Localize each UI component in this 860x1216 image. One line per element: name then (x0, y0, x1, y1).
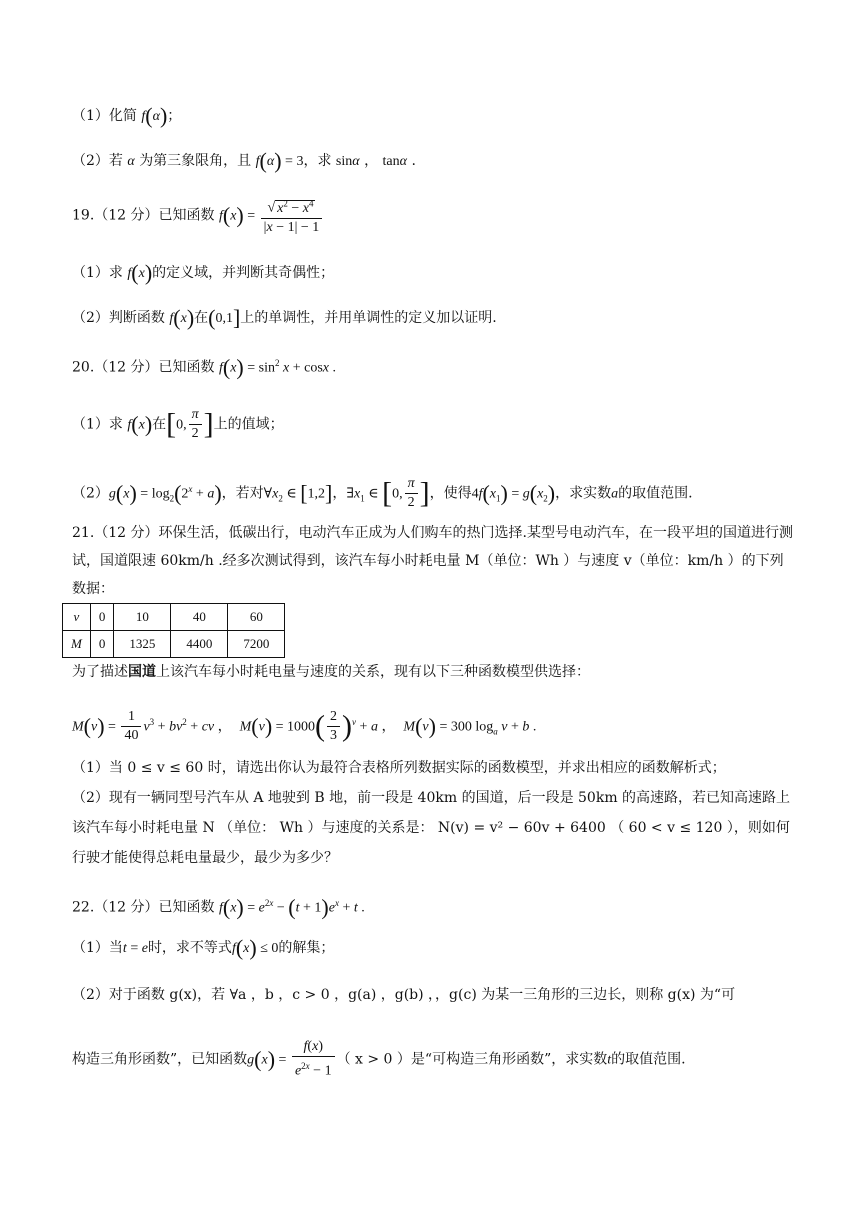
q22-part2-line1: （2）对于函数 g(x)，若 ∀a ，b ，c > 0 ，g(a) ，g(b) ，，g(c) 为某一三角形的三边长，则称 g(x) 为“可 (72, 987, 736, 1003)
table-row-label-m: M (63, 631, 91, 658)
q20-part2-e: ，求实数 (555, 485, 612, 502)
q18-part2-d: ， (364, 153, 379, 169)
q20-part2-a: （2） (72, 485, 109, 502)
q18-part2: （2）若 α 为第三象限角，且 f(α) = 3，求 sinα ， tanα . (72, 148, 416, 173)
q19-part2: （2）判断函数 f(x)在(0,1]上的单调性，并用单调性的定义加以证明. (72, 305, 497, 330)
q22-part1-b: 时，求不等式 (147, 940, 232, 956)
q20-part2-c: ， (332, 485, 347, 502)
q21-models-intro-a: 为了描述 (72, 664, 128, 680)
q21-models-formulas: M(v) = $\frac{1}{40}$ $v^3 + bv^2$ + cv ， M(v) = 1000( $\frac{2}{3}$ )$^v$ + a ， M(v) = 300 $\log_a v + b$ . (72, 709, 537, 743)
q20-heading: 20.（12 分）已知函数 $f(x) = \sin^2 x + \cos x$ . (72, 354, 336, 380)
q20-part2-b: ，若对 (221, 485, 264, 502)
q19-heading-text: 19.（12 分）已知函数 (72, 207, 215, 224)
q18-part2-c: ，求 (303, 153, 332, 169)
q22-heading: 22.（12 分）已知函数 $f(x) = e^{2x} - (t + 1)e^x + t$ . (72, 894, 365, 920)
q20-part1-b: 在 (152, 416, 167, 433)
q20-part2-d: ，使得 (429, 485, 472, 502)
table-row-label-v: v (63, 604, 91, 631)
q20-part2: $(2)g(x) = \log_2(2^x + a)$，若对$\forall x_2$ ∈ [1,2]，$\exists x_1$ ∈ [0, $\frac{\pi}{2}$ ]，使得$4f(x_1) = g(x_2)$，求实数a的取值范围. (72, 476, 693, 510)
q21-models-intro-emphasis: 国道 (128, 664, 156, 680)
table-cell: 40 (171, 604, 228, 631)
table-cell: 1325 (114, 631, 171, 658)
q18-part2-e: . (411, 153, 416, 169)
table-row (63, 631, 285, 658)
q20-part1-c: 上的值域； (213, 416, 284, 433)
table-row (63, 604, 285, 631)
q22-heading-text: 22.（12 分）已知函数 (72, 899, 215, 916)
q19-part1-a: （1）求 (72, 265, 123, 281)
q22-part1-c: 的解集； (278, 940, 335, 956)
q22-part2-b: （ x > 0 ）是“可构造三角形函数”，求实数 (336, 1051, 608, 1068)
q20-part1: （1）求 f(x)在[0, $\frac{\pi}{2}$ ]上的值域； (72, 407, 284, 441)
q19-heading: 19.（12 分）已知函数 f(x) = $\frac{√ x^2 - x^4}{|x - 1| - 1}$ (72, 194, 324, 237)
q22-part2-line2: 构造三角形函数”，已知函数g(x) = $\frac{f(x)}{e^{2x} - 1}$ （ x > 0 ）是“可构造三角形函数”，求实数t的取值范围. (72, 1039, 686, 1079)
table-cell: 0 (90, 631, 114, 658)
table-cell: 0 (90, 604, 114, 631)
q18-part2-a: （2）若 (72, 153, 123, 169)
q19-part1: （1）求 f(x)的定义域，并判断其奇偶性； (72, 260, 335, 285)
q19-fraction: $\frac{√ x^2 - x^4}{|x - 1| - 1}$ (261, 194, 323, 237)
q21-models-intro (72, 662, 590, 682)
q19-part2-b: 在 (194, 310, 209, 326)
q19-part1-b: 的定义域，并判断其奇偶性； (152, 265, 335, 281)
q21-models-intro-c: 上该汽车每小时耗电量与速度的关系，现有以下三种函数模型供选择： (156, 664, 590, 680)
q18-part1: （1）化简 f(α)； (72, 103, 182, 128)
q22-part1: （1）当t = e时，求不等式f(x) ≤ 0的解集； (72, 935, 335, 960)
speed-consumption-table (62, 603, 285, 658)
q20-part2-f: 的取值范围. (618, 485, 693, 502)
q21-part2: （2）现有一辆同型号汽车从 A 地驶到 B 地，前一段是 40km 的国道，后一段是 50km 的高速路，若已知高速路上该汽车每小时耗电量 N （单位： Wh ）与速度的关系是： N(v) = v² − 60v + 6400 （ 60 < v ≤ 120 ），则如何行驶才能使得总耗电量最少，最少为多少？ (72, 790, 791, 866)
q22-part1-a: （1）当 (72, 940, 123, 956)
table-cell: 60 (228, 604, 285, 631)
q20-heading-text: 20.（12 分）已知函数 (72, 359, 215, 376)
q21-intro: 21.（12 分）环保生活，低碳出行，电动汽车正成为人们购车的热门选择.某型号电动汽车，在一段平坦的国道进行测试，国道限速 60km/h .经多次测试得到，该汽车每小时耗电量 M（单位：Wh ）与速度 v（单位：km/h ）的下列数据： (72, 525, 793, 597)
q18-part1-text: （1）化简 (72, 108, 137, 124)
q20-part1-a: （1）求 (72, 416, 123, 433)
q19-part2-a: （2）判断函数 (72, 310, 165, 326)
q19-part2-c: 上的单调性，并用单调性的定义加以证明. (240, 310, 497, 326)
q21-part1: （1）当 0 ≤ v ≤ 60 时，请选出你认为最符合表格所列数据实际的函数模型，并求出相应的函数解析式； (72, 760, 726, 776)
q18-part1-tail: ； (167, 108, 182, 124)
q22-part2-c: 的取值范围. (611, 1051, 686, 1068)
table-cell: 7200 (228, 631, 285, 658)
q18-part2-b: 为第三象限角，且 (139, 153, 252, 169)
q22-part2-a: 构造三角形函数”，已知函数 (72, 1051, 248, 1068)
table-cell: 4400 (171, 631, 228, 658)
table-cell: 10 (114, 604, 171, 631)
